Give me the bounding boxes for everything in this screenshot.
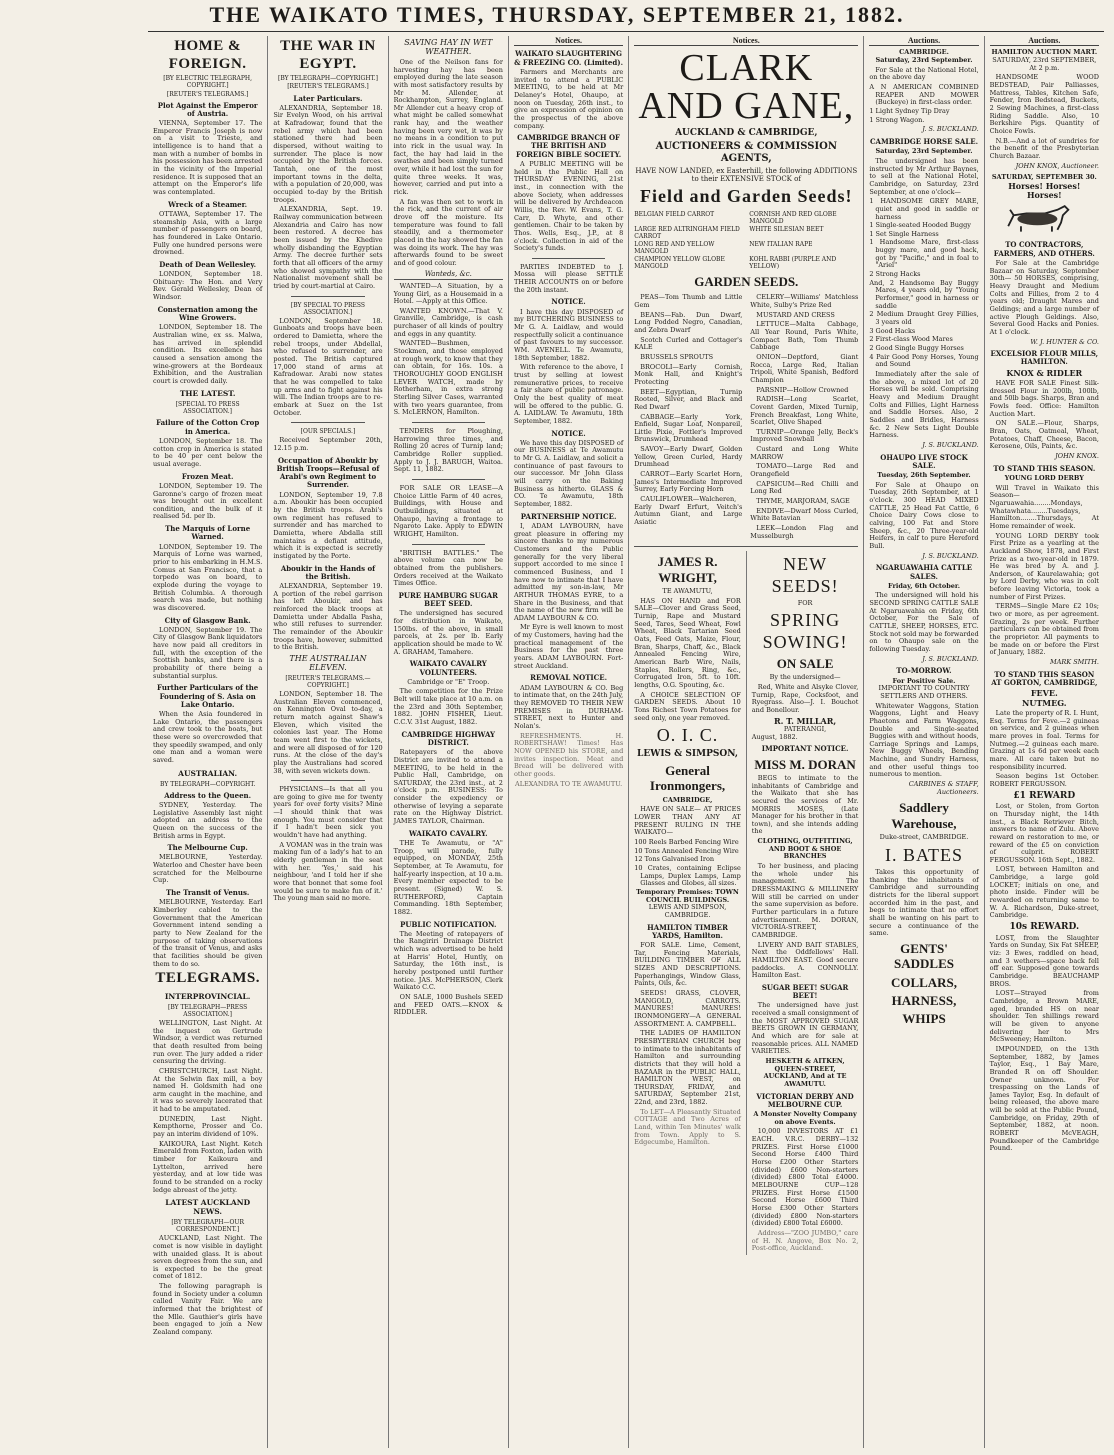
column-wanteds <box>389 36 509 1448</box>
ad-text: The undersigned have just received a small consignment of the MOST APPROVED SUGAR BEETS GROWN IN GERMANY, And which are for sale at reasonable prices. ALL NAMED VARIETIES. <box>751 1001 859 1056</box>
ad-text: SEEDS! GRASS, CLOVER, MANGOLD, CARROTS. MANURES! MANURES! IRONMONGERY—A GENERAL ASSORTMENT. A. CAMPBELL. <box>634 988 741 1028</box>
byline: BY TELEGRAPH—COPYRIGHT. <box>160 780 256 788</box>
notice-text: Farmers and Merchants are invited to attend a PUBLIC MEETING, to be held at Mr Delaney's Hotel, Ohaupo, at noon on Tuesday, 26th inst., to give an expression of opinion on the prospectus of the above company. <box>513 67 624 130</box>
ad-text: IMPOUNDED, on the 13th September, 1882, by James Taylor, Esq., 1 Bay Mare, Branded R on off Shoulder. Owner unknown. For trespassing on the Lands of James Taylor, Esq. In default of being released, the above mare will be sold at the Public Pound, Cambridge, on Friday, 29th of September, 1882, at noon. ROBERT McVEAGH, Poundkeeper of the Cambridge Pound. <box>989 1044 1099 1153</box>
article-heading: City of Glasgow Bank. <box>164 615 251 625</box>
notice-text: Mr Eyre is well known to most of my Customers, having had the practical management of the Business for the past three years. ADAM LAYBOURN. Fort-street Auckland. <box>513 623 624 670</box>
article-text: When the Asia foundered in Lake Ontario, the passengers and crew took to the boats, but these were so overcrowded that they speedily swamped, and only one man and a woman were saved. <box>153 710 263 765</box>
advertiser-name: HESKETH & AITKEN, QUEEN-STREET, AUCKLAND, And at TE AWAMUTU. <box>763 1057 847 1089</box>
article-text: OTTAWA, September 17. The steamship Asia, with a large number of passengers on board, has foundered in Lake Ontario. Fully one hundred persons were drowned. <box>153 209 263 257</box>
divider <box>291 780 364 781</box>
ad-text: A CHOICE SELECTION OF GARDEN SEEDS. About 10 Tons Richest Town Potatoes for seed only, one year removed. <box>634 690 741 722</box>
article-text: Received September 20th, 12.15 p.m. <box>273 436 383 452</box>
divider <box>412 544 485 545</box>
column-notices <box>509 36 629 1448</box>
article-text: LONDON, September 19. The Marquis of Lorne was warned, prior to his embarking in H.M.S. Comus at San Francisco, that a torpedo was on board, to explode during the voyage to British Columbia. A thorough search was made, but nothing was discovered. <box>153 542 263 612</box>
section-label: Wanteds, &c. <box>394 270 503 280</box>
agency-label: [REUTER'S TELEGRAMS.] <box>287 83 369 91</box>
notice-text: ALEXANDRA TO TE AWAMUTU. <box>515 779 623 788</box>
advertiser-name: KNOX & RIDLER <box>1006 367 1083 378</box>
ad-list-item: 100 Reels Barbed Fencing Wire <box>634 837 739 846</box>
article-heading: Failure of the Cotton Crop in America. <box>156 418 260 436</box>
section-subheading: LATEST AUCKLAND NEWS. <box>165 1198 251 1217</box>
ad-date: Friday, 6th October. <box>887 581 961 590</box>
byline: [BY TELEGRAPH—COPYRIGHT.] <box>277 75 378 83</box>
ad-text: TERMS—Single Mare £2 10s; two or more, as per agreement. Grazing, 2s per week. Further particulars can be obtained from the proprietor. All payments to be made on or before the First of January, 1882. <box>989 602 1099 657</box>
ad-text: HAVE ON SALE— AT PRICES LOWER THAN ANY AT PRESENT RULING IN THE WAIKATO— <box>634 805 741 837</box>
advertiser-name: MISS M. DORAN <box>754 756 856 772</box>
article-heading: Wreck of a Steamer. <box>168 199 248 209</box>
article-text: ALEXANDRIA, Sept. 19. Railway communication between Alexandria and Cairo has now been restored. A decree has been issued by the Khedive wholly disbanding the Egyptian Army. The decree further sets forth that all officers of the army who showed sympathy with the Nationalist movement shall be tried by court-martial at Cairo. <box>273 205 383 290</box>
article-heading: The Marquis of Lorne Warned. <box>165 524 251 542</box>
article-text: LONDON, September 18. Obituary: The Hon. and Very Rev. Gerald Wellesley, Dean of Windsor. <box>153 270 263 302</box>
ad-heading: IMPORTANT NOTICE. <box>761 744 849 754</box>
article-text: PHYSICIANS—Is that all you are going to give me for twenty years for over forty visits? Mine—I should think that was enough. You must consider that if I hadn't been sick you wouldn't have had anything. <box>273 785 383 840</box>
article-text: MELBOURNE, Yesterday. Waterloo and Chester have been scratched for the Melbourne Cup. <box>153 853 263 885</box>
seed-item: PARSNIP—Hollow Crowned <box>756 385 849 394</box>
advertiser-name: MARK SMITH. <box>1050 658 1099 667</box>
sale-lot: 1 Strong Wagon. <box>869 115 925 124</box>
sale-lot: 2 First-class Wood Mares <box>869 335 953 344</box>
article-heading: THE AUSTRALIAN ELEVEN. <box>289 653 367 673</box>
ad-subheading: Cambridge or "E" Troop. <box>407 677 490 686</box>
ad-text: For Sale at the Cambridge Bazaar on Saturday, September 30th— 50 HORSES, comprising, Heavy Draught and Medium Colts and Fillies, from 2 to 4 years old; Draught Mares and Geldings; and a large number of active Plough Geldings. Also, Several Good Hacks and Ponies. At 1 o'clock. <box>989 258 1099 336</box>
ad-subheading: NUTMEG. <box>1022 697 1067 708</box>
ad-text: HAVE FOR SALE Finest Silk-dressed Flour in 200lb, 100lb, and 50lb bags. Sharps, Bran and Fowls feed. Office: Hamilton Auction Mart. <box>989 379 1099 418</box>
notice-text: We have this day DISPOSED of our BUSINESS at Te Awamutu to Mr G. A. Laidlaw, and solicit a continuance of past favours to our successor. Mr John Glass will carry on the Baking Business as hitherto. GLASS & CO. Te Awamutu, 18th September, 1882. <box>513 438 624 509</box>
ad-text: Takes this opportunity of thanking the inhabitants of Cambridge and surrounding districts for the liberal support accorded him in the past, and begs to intimate that no effort shall be wanting on his part to secure a continuance of the same. <box>869 867 979 938</box>
ad-subheading: YOUNG LORD DERBY <box>1004 473 1084 482</box>
column-clark-gane <box>629 36 864 1448</box>
advertiser-name: I. BATES <box>884 844 963 865</box>
seed-item: CELERY—Williams' Matchless White, Sulby's Prize Red <box>750 293 859 309</box>
notice-text: PARTIES INDEBTED to J. Mossa will please SETTLE THEIR ACCOUNTS on or before the 20th instant. <box>513 262 624 294</box>
classified-ad: ON SALE, 1000 Bushels SEED and FEED OATS.—KNOX & RIDDLER. <box>393 993 503 1017</box>
ad-heading: TO STAND THIS SEASON. <box>993 463 1096 473</box>
article-heading: Later Particulars. <box>293 93 363 103</box>
ad-heading: NGARUAWAHIA CATTLE SALES. <box>875 563 973 581</box>
column-auctions-2 <box>985 36 1104 1448</box>
article-heading: SAVING HAY IN WET WEATHER. <box>404 38 493 57</box>
masthead-rule <box>148 31 1104 32</box>
ad-date: Tuesday, 26th September. <box>877 471 971 480</box>
ad-heading: PARTNERSHIP NOTICE. <box>520 511 617 521</box>
ad-heading: VICTORIAN DERBY AND MELBOURNE CUP. <box>756 1091 854 1109</box>
firm-places: AUCKLAND & CAMBRIDGE, <box>675 128 818 139</box>
ad-text: The undersigned will hold his SECOND SPRING CATTLE SALE At Ngaruawahia on Friday, 6th October, For the Sale of CATTLE, SHEEP, HORSES, ETC. Stock not sold may be forwarded on to Ohaupo sale on the following Tuesday. <box>869 591 979 653</box>
seed-item: CORNISH AND RED GLOBE MANGOLD <box>749 210 837 225</box>
ad-text: LOST, between Hamilton and Cambridge, a large gold LOCKET; initials on one, and photo inside. Finder will be rewarded on returning same to W. A. Richardson, Duke-street, Cambridge. <box>989 865 1099 920</box>
seed-item: TURNIP—Orange Jelly, Beck's Improved Snowball <box>750 427 859 444</box>
article-text: KAIKOURA, Last Night. Ketch Emerald from Foxton, laden with timber for Kaikoura and Lyttelton, arrived here yesterday, and at low tide was found to be stranded on a rocky ledge abreast of the jetty. <box>153 1139 263 1194</box>
article-text: VIENNA, September 17. The Emperor Francis Joseph is now on a visit to Trieste, and intelligence is to hand that a man with a number of bombs in his possession has been arrested in the vicinity of the Imperial residence. It is supposed that an attempt on the Emperor's life was contemplated. <box>153 119 263 197</box>
article-text: DUNEDIN, Last Night. Kempthorne, Prosser and Co. pay an interim dividend of 10%. <box>153 1114 263 1139</box>
article-heading: Death of Dean Wellesley. <box>159 259 257 269</box>
ad-date: Saturday, 23rd September. <box>875 147 973 156</box>
article-text: LONDON, September 18. The Australian Eleven commenced, on Kennington Oval to-day, a return match against Shaw's Eleven, which visited the colonies last year. The Home team went first to the wickets, and were all disposed of for 120 runs. At the close of the day's play the Australians had scored 38, with seven wickets down. <box>273 689 383 775</box>
article-text: AUCKLAND, Last Night. The comet is now visible in daylight with unaided glass. It is about seven degrees from the sun, and is expected to be the great comet of 1812. <box>153 1234 263 1281</box>
column-war-egypt <box>268 36 388 1448</box>
seed-item: BEET—Egyptian, Turnip Rooted, Silver, and Black and Red Dwarf <box>634 387 743 411</box>
auctioneer: J. S. BUCKLAND. <box>922 440 979 449</box>
ad-text: HAVE NOW LANDED, ex Easterhill, the following ADDITIONS to their EXTENSIVE STOCK of <box>635 166 858 183</box>
divider <box>291 422 364 423</box>
sale-lot: 1 Light Sydney Tip Dray <box>869 107 950 116</box>
seed-item: BRUSSELS SPROUTS <box>640 352 714 361</box>
newspaper-columns <box>148 36 1104 1448</box>
ad-subheading: A Monster Novelty Company on above Events. <box>753 1110 857 1126</box>
seed-item: LETTUCE—Malta Cabbage, All Year Round, Paris White, Compact Bath, Tom Thumb Cabbage <box>750 320 859 352</box>
ad-heading: Horses! Horses! Horses! <box>1008 180 1081 201</box>
ad-text: HANDSOME WOOD BEDSTEAD, Pair Palliasses, Mattress, Tables, Kitchen Safe, Fender, Iron Bedstead, Buckets, 2 Sewing Machines, a first-class Riding Saddle. Also, 10 Berkshire Pigs. Quantity of Choice Fowls. <box>989 73 1099 135</box>
divider <box>291 296 364 297</box>
ad-text: Whitewater Waggons, Station Waggons, Light and Heavy Phaetons and Farm Waggons, Double and Single-seated Buggies with and without hoods, Carriage Springs and Lamps, New Buggy Wheels, Bending Machine, and Sundry Harness, and other useful things too numerous to mention. <box>869 701 979 779</box>
ad-text: THE LADIES OF HAMILTON PRESBYTERIAN CHURCH beg to intimate to the inhabitants of Hamilton and surrounding districts that they will hold a BAZAAR in the PUBLIC HALL, HAMILTON WEST, on THURSDAY, FRIDAY, and SATURDAY, September 21st, 22nd, and 23rd, 1882. <box>634 1029 741 1107</box>
notice-text: With reference to the above, I trust by selling at lowest remunerative prices, to receive a fair share of public patronage. Only the best quality of meat will be offered to the public. G. A. LAIDLAW. Te Awamutu, 18th September, 1882. <box>513 363 624 425</box>
divider <box>412 479 485 480</box>
agency-label: [REUTER'S TELEGRAMS.] <box>166 90 249 98</box>
ad-heading: CAMBRIDGE BRANCH OF THE BRITISH AND FOREIGN BIBLE SOCIETY. <box>516 133 622 159</box>
article-text: CHRISTCHURCH, Last Night. At the Selwin flax mill, a boy named H. Goldsmith had one arm caught in the machine, and it was so severely lacerated that it had to be amputated. <box>153 1066 263 1114</box>
auctioneer: CARBINES & STAFF, Auctioneers. <box>908 780 979 796</box>
article-heading: Address to the Queen. <box>164 790 252 800</box>
column-auctions <box>864 36 984 1448</box>
sale-lot: 3 Good Hacks <box>869 326 916 335</box>
classified-ad: FOR SALE OR LEASE—A Choice Little Farm of 40 acres, Buildings, with House and Outbuildings, situated at Ohaupo, having a frontage to Ngaroto Lake. Apply to EDWIN WRIGHT, Hamilton. <box>393 483 503 538</box>
ad-text: For Sale at Ohaupo on Tuesday, 26th September, at 1 o'clock. 300 HEAD MIXED CATTLE, 25 Head Fat Cattle, 6 Choice Dairy Cows close to calving, 100 Fat and Store Sheep, &c., 20 Three-year-old Heifers, in calf to pure Hereford Bull. <box>869 480 979 550</box>
ad-text: Red, White and Alsyke Clover, Turnip, Rape, Cocksfoot, and Ryegrass. Also—J. I. Bouchot and Bonellour. <box>751 682 859 714</box>
ad-text: LOST—Strayed from Cambridge, a Brown MARE, aged, branded HS on near shoulder. Ten shillings reward will be given to anyone delivering her to Mrs McSweeney; Hamilton. <box>989 989 1099 1044</box>
notice-text: REFRESHMENTS. H. ROBERTSHAW! Times! Has NOW OPENED his STORE, and invites inspection. Meat and Bread will be delivered with other goods. <box>513 731 624 778</box>
notice-text: ADAM LAYBOURN & CO. Beg to intimate that, on the 24th July, they REMOVED TO THEIR NEW PREMISES in DURHAM-STREET, next to Hunter and Nolan's. <box>513 683 624 730</box>
ad-heading: PUBLIC NOTIFICATION. <box>400 919 497 929</box>
ad-text: For Sale at the National Hotel, on the above day <box>869 65 979 82</box>
sale-lot: 2 Strong Hacks <box>869 270 921 279</box>
article-heading: Frozen Meat. <box>181 471 234 481</box>
seed-item: CARROT—Early Scarlet Horn, James's Intermediate Improved Surrey, Early Forcing Horn <box>634 470 743 494</box>
ad-heading: HAMILTON AUCTION MART. <box>991 48 1098 57</box>
ad-text: YOUNG LORD DERBY took First Prize as a yearling at the Auckland Show, 1878, and First Prize as a two-year-old in 1879. He was bred by A. and J. Anderson, of Kaurelawahia; got by Lord Derby, who was in colt before leaving Victoria, took a number of First Prizes. <box>989 531 1099 601</box>
ad-text: By the undersigned— <box>769 673 841 682</box>
ad-heading: NEW SEEDS! <box>771 554 839 596</box>
classified-ad: WANTED—A Situation, by a Young Girl, as a Housemaid in a Hotel. —Apply at this Office. <box>393 281 503 306</box>
newspaper-title: THE WAIKATO TIMES, THURSDAY, SEPTEMBER 21, 1882. <box>209 2 905 27</box>
notice-text: I, ADAM LAYBOURN, have great pleasure in offering my sincere thanks to my numerous Customers and the Public generally for the very liberal support accorded to me since I commenced Business, and I have now to intimate that I have admitted my son-in-law, Mr ARTHUR THOMAS EYRE, to a Share in the Business, and that the name of the new firm will be ADAM LAYBOURN & CO. <box>513 521 624 622</box>
ad-heading: TO-MORROW. <box>896 666 952 676</box>
advertiser-role: General Ironmongers, <box>649 763 726 794</box>
seed-item: BEANS—Fab. Dun Dwarf, Long Podded Negro, Canadian, and Zebra Dwarf <box>634 310 743 334</box>
article-text: One of the Neilson fans for harvesting hay has been employed during the late season with most satisfactory results by Mr M. Allender, at Rockhampton, Surrey, England. Mr Allender cut a heavy crop of what might be called somewhat rank hay, and the weather having been very wet, it was by no means in a condition to put into rick in the usual way. In fact, the hay had laid in the swathes and been simply turned over, while it had lost the sun for quite three weeks. It was, however, carried and put into a rick. <box>393 57 503 197</box>
ad-heading: WAIKATO CAVALRY. <box>408 828 488 838</box>
ad-text: Late the property of R. I. Hunt, Esq. Terms for Feve.—2 guineas on service, and 2 guineas when mare proves in foal. Terms for Nutmeg.—2 guineas each mare. Grazing at 1s 6d per week each mare. All care taken but no responsibility incurred. <box>989 709 1099 771</box>
ad-place: Duke-street, CAMBRIDGE. <box>879 833 969 842</box>
ad-text: Immediately after the sale of the above, a mixed lot of 20 Horses will be sold. Comprising Heavy and Medium Draught Colts and Fillies, Light Harness and Saddle Horses. Also, 2 Saddles and Bridles, Harness &c. 2 New Sets Light Double Harness. <box>869 369 979 440</box>
sale-lot: 4 Pair Good Pony Horses, Young and Sound <box>869 352 979 369</box>
ad-heading: TO STAND THIS SEASON AT GORTON, CAMBRIDGE, <box>991 669 1098 687</box>
ad-signature: LEWIS AND SIMPSON, CAMBRIDGE. <box>648 903 727 919</box>
seed-item: ONION—Deptford, Giant Rocca, Large Red, Italian Tripoli, White Spanish, Bedford Champion <box>750 352 859 384</box>
agency-label: [REUTER'S TELEGRAMS.—COPYRIGHT.] <box>285 674 371 689</box>
auctioneer: J. S. BUCKLAND. <box>922 551 979 560</box>
classified-ad: The competition for the Prize Belt will take place at 10 a.m. on the 23rd and 30th September, 1882. JOHN FISHER, Lieut. C.C.V. 31st August, 1882. <box>393 687 503 727</box>
ad-subheading: IMPORTANT TO COUNTRY SETTLERS AND OTHERS. <box>878 684 970 700</box>
classified-ad: WANTED KNOWN.—That V. Granville, Cambridge, is cash purchaser of all kinds of poultry and eggs in any quantity. <box>393 306 503 338</box>
notice-text: A PUBLIC MEETING will be held in the Public Hall on THURSDAY EVENING, 21st inst., in connection with the above Society, when addresses will be delivered by Archdeacon Willis, the Rev. W. Evans, T. G. Carr, D. Whyte, and other gentlemen. Chair to be taken by Thos. Wells, Esq., J.P., at 8 o'clock. Collection in aid of the Society's funds. <box>513 159 624 253</box>
article-heading: Consternation among the Wine Growers. <box>157 304 258 322</box>
section-heading: THE WAR IN EGYPT. <box>280 38 376 72</box>
ad-list-item: 12 Tons Galvanised Iron <box>634 855 715 864</box>
seed-item: CHAMPION YELLOW GLOBE MANGOLD <box>634 256 725 271</box>
seed-item: THYME, MARJORAM, SAGE <box>756 497 850 506</box>
article-heading: The Melbourne Cup. <box>167 843 248 853</box>
ad-heading: NOTICE. <box>551 297 586 307</box>
ad-place: TE AWAMUTU, <box>662 587 713 596</box>
section-subheading: AUSTRALIAN. <box>178 768 238 778</box>
seed-item: Custard and Long White MARROW <box>750 445 859 461</box>
seed-item: LEEK—London Flag and Musselburgh <box>750 524 859 540</box>
ad-heading: WHIPS <box>902 1011 946 1027</box>
seed-item: SAVOY—Early Dwarf, Golden Yellow, Green Curled, Hardy Drumhead <box>634 445 743 469</box>
ad-heading: OHAUPO LIVE STOCK SALE. <box>880 452 968 470</box>
ad-heading: COLLARS, <box>890 974 958 990</box>
ad-heading: EXCELSIOR FLOUR MILLS, HAMILTON. <box>990 349 1099 367</box>
ad-text: Season begins 1st October. ROBERT FERGUSSON. <box>989 772 1099 788</box>
agency-label: [BY SPECIAL TO PRESS ASSOCIATION.] <box>290 301 366 316</box>
seeds-title: Field and Garden Seeds! <box>640 186 853 207</box>
seed-item: BELGIAN FIELD CARROT <box>634 210 715 218</box>
ad-subheading: For Positive Sale. <box>892 676 956 685</box>
article-heading: Further Particulars of the Foundering of S. Asia on Lake Ontario. <box>157 683 259 709</box>
seed-item: PEAS—Tom Thumb and Little Gem <box>634 293 743 309</box>
section-label: Auctions. <box>869 36 978 46</box>
ad-date: SATURDAY, SEPTEMBER 30. <box>991 173 1097 182</box>
column-home-foreign <box>148 36 268 1448</box>
article-heading: The Transit of Venus. <box>165 888 250 898</box>
ad-text: FOR SALE. Lime, Cement, Tar, Fencing Materials, BUILDING TIMBER OF ALL SIZES AND DESCRIPTIONS. Paperhangings, Window Glass, Paints, Oils, &c. <box>634 941 741 988</box>
horse-illustration <box>990 201 1099 235</box>
ad-text: Temporary Premises: TOWN COUNCIL BUILDINGS. <box>636 887 739 904</box>
ad-heading: SUGAR BEET! SUGAR BEET! <box>761 982 849 1001</box>
section-heading: TELEGRAMS. <box>155 970 260 987</box>
article-text: SYDNEY, Yesterday. The Legislative Assembly last night adopted an address to the Queen on the success of the British arms in Egypt. <box>153 800 263 840</box>
sale-lot: 2 Medium Draught Grey Fillies, 3 years old <box>869 310 979 327</box>
article-text: WELLINGTON, Last Night. At the inquest on Gertrude Windsor, a verdict was returned that death resulted from being run over. The jury added a rider censuring the driving. <box>153 1018 263 1066</box>
ad-text: LIVERY AND BAIT STABLES, Next the Oddfellows' Hall. HAMILTON EAST. Good secure paddocks. A. CONNOLLY. Hamilton East. <box>751 940 859 980</box>
ad-text: LOST, from the Slaughter Yards on Sunday, Six Fat SHEEP, viz: 3 Ewes, raddled on head, and 3 wethers—space back fell off ear. Supposed gone towards Cambridge. BEAUCHAMP BROS. <box>989 933 1099 988</box>
ad-text: The undersigned has been instructed by Mr Arthur Baynes, to sell at the National Hotel, Cambridge, on Saturday, 23rd September, at one o'clock— <box>869 156 979 196</box>
notice-text: I have this day DISPOSED of my BUTCHERING BUSINESS to Mr G. A. Laidlaw, and would respectfully solicit a continuance of past favours to my successor. WM. AVENELL. Te Awamutu, 18th September, 1882. <box>513 307 624 362</box>
ad-text: ON SALE.—Flour, Sharps, Bran, Oats, Oatmeal, Wheat, Potatoes, Chaff, Cheese, Bacon, Kerosene, Oils, Paints, &c. <box>989 419 1099 451</box>
article-heading: Occupation of Aboukir by British Troops—Refusal of Arabi's own Regiment to Surrender. <box>276 455 380 490</box>
advertiser-name: JAMES R. WRIGHT, <box>657 554 718 585</box>
section-label: Auctions. <box>990 36 1099 46</box>
ad-text: 10,000 INVESTORS AT £1 EACH. V.R.C. DERBY—132 PRIZES. First Horse £1000 Second Horse £400 Third Horse £200 Other Starters (divided) £600 Non-starters (divided) £800 Total £4000. MELBOURNE CUP—128 PRIZES. First Horse £1500 Second Horse £600 Third Horse £300 Other Starters (divided) £800 Non-starters (divided) £800 Total £6000. <box>751 1127 859 1228</box>
agency-label: [OUR SPECIALS.] <box>300 428 356 436</box>
ad-heading: SPRING SOWING! <box>762 610 848 652</box>
seed-item: NEW ITALIAN RAPE <box>749 241 813 249</box>
article-text: ALEXANDRIA, September 18. Sir Evelyn Wood, on his arrival at Kafradowar, found that the rebel army which had been stationed there had been dispersed, without waiting to surrender. The place is now occupied by the British forces. Tantah, one of the most important towns in the delta, with a population of 20,000, was occupied to-day by the British troops. <box>273 103 383 204</box>
garden-seeds-list <box>634 292 858 542</box>
article-text: LONDON, September 18. The Australian wine, ex ss. Malwa, has arrived in splendid condition. Its excellence has caused a sensation among the wine-growers at the Bordeaux Exhibition, and the Australian court is crowded daily. <box>153 323 263 385</box>
article-text: LONDON, September 18. The cotton crop in America is stated to be 40 per cent below the usual average. <box>153 436 263 468</box>
sale-lot: 1 Handsome Mare, first-class buggy mare, and good hack, got by "Pacific," and in foal to "Ariel" <box>869 238 979 270</box>
ad-heading: £1 REWARD <box>1013 790 1076 801</box>
section-heading: HOME & FOREIGN. <box>168 38 247 72</box>
ad-list-item: 10 Crates, containing Eclipse Lamps, Duplex Lamps, Lamp Glasses and Globes, all sizes. <box>634 863 741 888</box>
ad-place: PATERANGI, <box>783 725 827 733</box>
sale-lot: 1 HANDSOME GREY MARE, quiet and good in saddle or harness <box>869 197 979 221</box>
ad-place: CAMBRIDGE. <box>899 48 949 57</box>
ad-heading: CAMBRIDGE HORSE SALE. <box>869 137 979 146</box>
divider <box>532 258 605 259</box>
classified-ad: TENDERS for Ploughing, Harrowing three times, and Rolling 20 acres of Turnip land; Cambridge Roller supplied. Apply to J. J. BARUGH, Waitoa. Sept. 11, 1882. <box>393 427 503 474</box>
classified-ad: The undersigned has secured for distribution in Waikato, 150lbs. of the above, in small parcels, at 2s. per lb. Early application should be made to W. A. GRAHAM, Tamahere. <box>393 609 503 656</box>
seed-item: LONG RED AND YELLOW MANGOLD <box>634 241 715 256</box>
firm-role: AUCTIONEERS & COMMISSION AGENTS, <box>655 141 837 164</box>
agency-label: [BY TELEGRAPH—OUR CORRESPONDENT.] <box>171 1219 244 1234</box>
ad-text: CLOTHING, OUTFITTING, AND BOOT & SHOE BRANCHES <box>757 837 853 861</box>
seed-item: ENDIVE—Dwarf Moss Curled, White Batavian <box>750 506 859 523</box>
article-text: ALEXANDRIA, September 19. A portion of the rebel garrison has left Aboukir, and has reinforced the black troops at Damietta under Abdalla Pasha, who still refuses to surrender. The remainder of the Aboukir troops have, however, submitted to the British. <box>273 582 383 652</box>
auctioneer: W. J. HUNTER & CO. <box>1030 337 1099 346</box>
ad-text: BEGS to intimate to the inhabitants of Cambridge and the Waikato that she has secured the services of Mr. MORRIS MOSES, (Late Manager for his brother in that town), and she intends adding the <box>751 773 859 836</box>
ad-heading: HARNESS, <box>891 992 957 1008</box>
article-text: A VOMAN was in the train was making fun of a lady's hat to an elderly gentleman in the seat with her. 'Yes,' said his neighbour, 'and I told her if she wore that bonnet that some fool would be sure to make fun of it.' The young man said no more. <box>273 840 383 903</box>
ad-heading: CAMBRIDGE HIGHWAY DISTRICT. <box>401 729 496 747</box>
sale-lot: 2 Good Single Buggy Horses <box>869 344 964 352</box>
ad-heading: PURE HAMBURG SUGAR BEET SEED. <box>398 590 498 609</box>
ad-heading: GENTS' SADDLES <box>894 940 954 972</box>
ad-subheading: FEVE. <box>1030 688 1058 699</box>
ad-heading: HAMILTON TIMBER YARDS, Hamilton. <box>647 922 728 940</box>
section-subheading: INTERPROVINCIAL. <box>164 991 251 1001</box>
article-heading: Aboukir in the Hands of the British. <box>280 563 376 581</box>
section-subheading: THE LATEST. <box>179 389 236 399</box>
classified-ad: WANTED—Bushmen, Stockmen, and those employed at rough work, to know that they can obtain, for 16s. 10s. a THOROUGHLY GOOD ENGLISH LEVER WATCH, made by Rotherham, in extra strong Sterling Silver Cases, warranted with two years guarantee, from S. McLERNON, Hamilton. <box>393 339 503 417</box>
ad-heading: REMOVAL NOTICE. <box>530 673 608 683</box>
ad-heading: 10s REWARD. <box>1009 922 1080 933</box>
article-text: The following paragraph is found in Society under a column called Vanity Fair. We are informed that the brightest of the Mlle. Gauthier's girls have been engaged to join a New Zealand company. <box>153 1282 263 1337</box>
ad-text: Will Travel in Waikato this Season— Ngaruawahia........Mondays, Whatawhata........Tuesdays, Hamilton........Thursdays, At Home remainder of week. <box>989 483 1099 530</box>
seed-item: TOMATO—Large Red and Orangefield <box>750 462 859 479</box>
auctioneer: JOHN KNOX, Auctioneer. <box>1015 161 1099 170</box>
seed-item: LARGE RED ALTRINGHAM FIELD CARROT <box>634 226 740 241</box>
firm-name: CLARK AND GANE, <box>638 47 855 128</box>
section-label: Notices. <box>634 36 858 46</box>
auctioneer: J. S. BUCKLAND. <box>922 654 979 663</box>
ad-text: HAS ON HAND and FOR SALE—Clover and Grass Seed, Turnip, Rape and Mustard Seed, Tares, Seed Wheat, Fowl Wheat, Black Tartarian Seed Oats, Feed Oats, Maize, Flour, Bran, Sharps, Chaff, &c., Black Annealed Fencing Wire, American Barb Wire, Nails, Staples, Rollers, Ring, &c., Corrugated Iron, 5ft. to 10ft. lengths, O.G. Spouting, &c. <box>634 596 741 689</box>
classified-ad: The Meeting of ratepayers of the Rangiriri Drainage District which was advertised to be held at Harris' Hotel, Huntly, on Saturday, the 16th inst., is hereby postponed until further notice. JAS. McPHERSON, Clerk Waikato C.C. <box>393 929 503 992</box>
article-text: LONDON, September 18. Gunboats and troops have been ordered to Damietta, where the rebel troops, under Abdellal, who refused to surrender, are posted. The British captured 17,000 stand of arms at Kafradowar. Arabi now states that he was compelled to take up arms and to fight against his will. The Indian troops are to re-embark at Suez on the 1st October. <box>273 316 383 417</box>
garden-seeds-heading: GARDEN SEEDS. <box>694 274 799 289</box>
seed-item: MUSTARD AND CRESS <box>756 310 835 319</box>
seed-item: Scotch Curled and Cottager's KALE <box>634 335 743 352</box>
seed-item: CAPSICUM—Red Chilli and Long Red <box>750 479 859 496</box>
classified-ad: "BRITISH BATTLES." The above volume can now be obtained from the publishers. Orders received at the Waikato Times Office. <box>393 548 503 588</box>
article-heading: Plot Against the Emperor of Austria. <box>157 100 258 118</box>
sale-lot: 1 Set Single Harness <box>869 229 939 238</box>
article-text: LONDON, September 19. The City of Glasgow Bank liquidators have now paid all creditors in full, with the exception of the Scottish banks, and there is a probability of there being a substantial surplus. <box>153 625 263 680</box>
ad-heading: TO CONTRACTORS, FARMERS, AND OTHERS. <box>993 240 1095 258</box>
ad-heading: O. I. C. <box>656 725 719 746</box>
agency-label: [SPECIAL TO PRESS ASSOCIATION.] <box>175 401 240 416</box>
ad-text: To LET—A Pleasantly Situated COTTAGE and Two Acres of Land, within Ten Minutes' walk from Town. Apply to S. Edgecumbe, Hamilton. <box>634 1107 741 1147</box>
ad-text: FOR <box>797 598 813 607</box>
article-text: LONDON, September 19, 7.8 a.m. Aboukir has been occupied by the British troops. Arabi's own regiment has refused to surrender and has marched to Damietta, where Abdalla still maintains a defiant attitude, which it is expected is secretly instigated by the Porte. <box>273 490 383 560</box>
ad-text: Lost, or Stolen, from Gorton on Thursday night, the 14th inst., a Black Retriever Bitch, answers to name of Zulu. Above reward on restoration to me, or reward of the £5 on conviction of culprit. ROBERT FERGUSSON. 16th Sept., 1882. <box>989 802 1099 864</box>
field-seeds-list <box>634 210 858 271</box>
masthead <box>0 0 1114 30</box>
sale-lot: A N AMERICAN COMBINED REAPER AND MOWER (Buckeye) in first-class order. <box>869 83 979 107</box>
seed-item: KOHL RABBI (PURPLE AND YELLOW) <box>749 256 837 271</box>
byline: [BY ELECTRIC TELEGRAPH, COPYRIGHT.] <box>163 75 253 90</box>
seed-item: CAULIFLOWER—Walcheren, Early Dwarf Erfurt, Veitch's Autumn Giant, and Large Asiatic <box>634 495 743 527</box>
ad-text: To her business, and placing the whole under his management. The DRESSMAKING & MILLINERY Will still be carried on under the same supervision as before. Further particulars in a future advertisement. M. DORAN, VICTORIA-STREET, CAMBRIDGE. <box>751 862 859 940</box>
auctioneer: J. S. BUCKLAND. <box>922 125 979 134</box>
seed-item: BROCOLI—Early Cornish, Monk Hall, and Knight's Protecting <box>634 362 743 386</box>
article-text: LONDON, September 19. The Garonne's cargo of frozen meat was brought out in excellent condition, and the bulk of it realised 5d. per lb. <box>153 481 263 521</box>
ad-list-item: 10 Tons Annealed Fencing Wire <box>634 846 739 855</box>
classified-ad: Ratepayers of the above District are invited to attend a MEETING, to be held in the Public Hall, Cambridge, on SATURDAY, the 23rd inst., at 2 o'clock p.m. BUSINESS: To consider the expediency or otherwise of levying a separate rate on the Highway District. JAMES TAYLOR, Chairman. <box>393 748 503 826</box>
seed-item: CABBAGE—Early York, Enfield, Sugar Loaf, Nonpareil, Little Pixie, Fottler's Improved Brunswick, Drumhead <box>634 412 743 444</box>
ad-heading: WAIKATO SLAUGHTERING & FREEZING CO. (Limited). <box>514 49 624 67</box>
seed-item: WHITE SILESIAN BEET <box>749 226 824 234</box>
ad-date: Saturday, 23rd September. <box>875 56 973 65</box>
ad-heading: WAIKATO CAVALRY VOLUNTEERS. <box>409 659 487 677</box>
agency-label: [BY TELEGRAPH—PRESS ASSOCIATION.] <box>168 1003 248 1018</box>
ad-date: August, 1882. <box>751 732 798 741</box>
ad-heading: NOTICE. <box>551 428 586 438</box>
advertiser-name: LEWIS & SIMPSON, <box>637 749 738 760</box>
ad-date: SATURDAY, 23rd SEPTEMBER, At 2 p.m. <box>992 56 1097 72</box>
seed-item: RADISH—Long Scarlet, Covent Garden, Mixed Turnip, French Breakfast, Long White, Scarlet, Olive Shaped <box>750 395 859 427</box>
sale-lot: And, 2 Handsome Bay Buggy Mares, 4 years old, by "Young Performer," good in harness or saddle <box>869 278 979 310</box>
lower-ads <box>634 551 858 1255</box>
ad-text: Address—"ZOO JUMBO," care of H. N. Angove, Box No. 2, Post-office, Auckland. <box>751 1229 859 1253</box>
section-label: Notices. <box>514 36 623 46</box>
article-text: A fan was then set to work in the rick, and the current of air drove off the moisture. Its temperature was found to fall steadily, and a thermometer placed in the hay showed the fan was doing its work. The hay was afterwards found to be sweet and of good colour. <box>393 197 503 267</box>
ad-heading: Saddlery Warehouse, <box>891 800 957 831</box>
advertiser-name: R. T. MILLAR, <box>773 715 837 726</box>
divider <box>412 422 485 423</box>
article-text: MELBOURNE, Yesterday. Earl Kimberley cabled to the Government that the American Government intend sending a party to New Zealand for the purpose of taking observations of the transit of Venus, and asks that facilities should be given them to do so. <box>153 898 263 968</box>
classified-ad: THE Te Awamutu, or "A" Troop, will parade, fully equipped, on MONDAY, 25th September, at Te Awamutu, for half-yearly inspection, at 10 a.m. Every member expected to be present. (Signed) W. S. RUTHERFORD, Captain Commanding. 18th September, 1882. <box>393 839 503 916</box>
ad-heading: ON SALE <box>776 655 834 671</box>
sale-lot: 1 Single-seated Hooded Buggy <box>869 221 971 230</box>
ad-place: CAMBRIDGE, <box>662 795 713 804</box>
ad-text: N.B.—And a lot of sundries for the benefit of the Presbyterian Church Bazaar. <box>989 136 1099 160</box>
auctioneer: JOHN KNOX. <box>1055 452 1099 461</box>
